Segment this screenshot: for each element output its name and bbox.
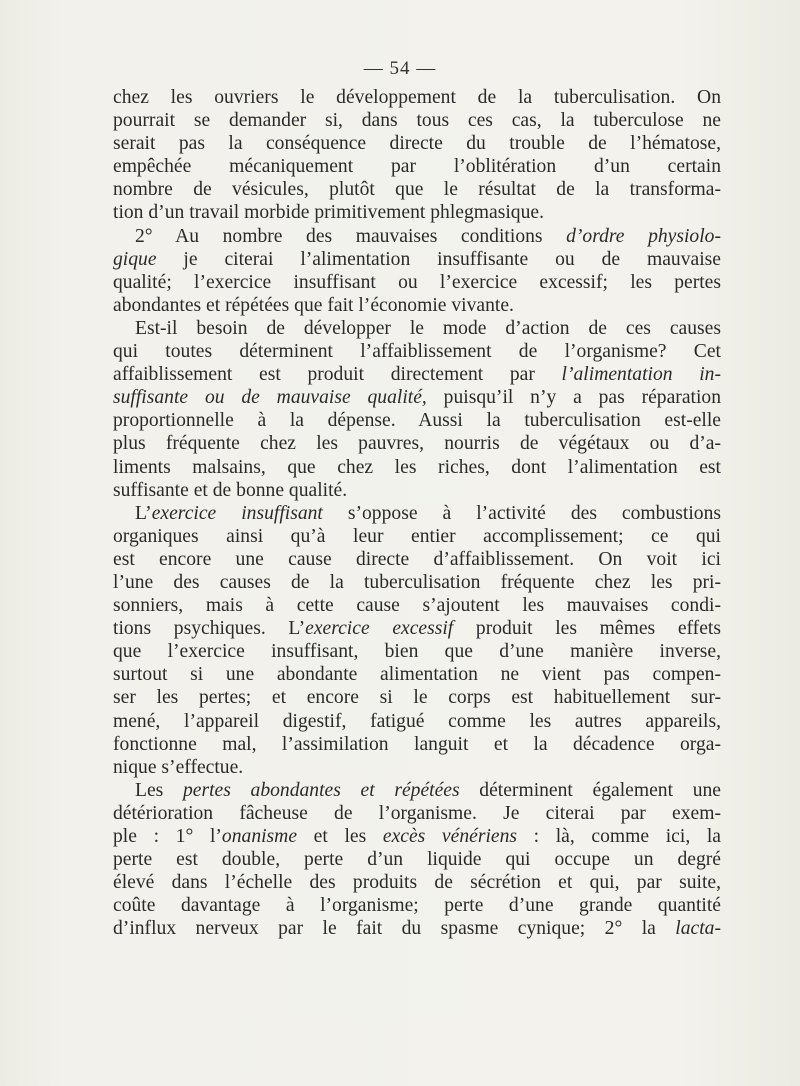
text-line: [113, 132, 721, 155]
text-line: [113, 686, 721, 709]
text-line: [113, 917, 721, 940]
text-segment: ser les pertes; et encore si le corps est habituellement sur-: [113, 687, 721, 709]
text-segment: que l’exercice insuffisant, bien que d’une manière inverse,: [113, 641, 721, 663]
text-line: [113, 155, 721, 178]
text-segment: nique s’effectue.: [113, 756, 244, 778]
text-segment: je citerai l’alimentation insuffisante ou de mauvaise: [156, 248, 721, 270]
text-line: [113, 894, 721, 917]
italic-text-segment: l’alimentation in-: [561, 364, 721, 386]
text-segment: Est-il besoin de développer le mode d’action de ces causes: [135, 317, 721, 339]
italic-text-segment: gique: [113, 248, 157, 270]
text-segment: produit les mêmes effets: [453, 618, 721, 640]
text-segment: s’oppose à l’activité des combustions: [322, 502, 721, 524]
text-segment: et les: [297, 826, 383, 847]
text-segment: tions psychiques. L’: [113, 618, 306, 640]
text-line: [113, 571, 721, 594]
italic-text-segment: onanisme: [221, 826, 298, 847]
text-segment: d’influx nerveux par le fait du spasme cynique; 2° la: [113, 918, 676, 940]
text-segment: coûte davantage à l’organisme; perte d’une grande quantité: [113, 895, 721, 917]
body-text: [113, 86, 721, 940]
text-segment: déterminent également une: [459, 779, 722, 801]
text-segment: élevé dans l’échelle des produits de sécrétion et qui, par suite,: [113, 872, 721, 894]
text-segment: ple : 1° l’: [113, 826, 222, 847]
text-line: [113, 663, 721, 686]
text-line: [113, 548, 721, 571]
text-segment: tion d’un travail morbide primitivement phlegmasique.: [113, 202, 544, 224]
italic-text-segment: suffisante ou de mauvaise qualité,: [113, 387, 427, 409]
text-segment: est encore une cause directe d’affaiblissement. On voit ici: [113, 548, 721, 570]
text-segment: organiques ainsi qu’à leur entier accomplissement; ce qui: [113, 525, 721, 547]
text-segment: détérioration fâcheuse de l’organisme. Je citerai par exem-: [113, 802, 721, 824]
text-segment: : là, comme ici, la: [517, 826, 722, 847]
text-segment: fonctionne mal, l’assimilation languit et la décadence orga-: [113, 733, 721, 755]
text-segment: qui toutes déterminent l’affaiblissement de l’organisme? Cet: [113, 341, 721, 363]
text-line: [113, 617, 721, 640]
text-segment: 2° Au nombre des mauvaises conditions: [135, 225, 567, 247]
text-line: [113, 733, 721, 756]
text-segment: suffisante et de bonne qualité.: [113, 479, 348, 501]
text-line: [113, 363, 721, 386]
text-segment: abondantes et répétées que fait l’économie vivante.: [113, 294, 514, 316]
text-segment: Les: [135, 779, 183, 801]
text-line: [113, 225, 721, 248]
text-segment: proportionnelle à la dépense. Aussi la tuberculisation est-elle: [113, 410, 721, 432]
italic-text-segment: excès vénériens: [382, 826, 518, 847]
text-segment: l’une des causes de la tuberculisation fréquente chez les pri-: [113, 571, 721, 593]
italic-text-segment: lacta-: [675, 918, 721, 940]
text-line: [113, 825, 721, 848]
text-line: [113, 432, 721, 455]
text-line: [113, 871, 721, 894]
text-line: [113, 456, 721, 479]
text-line: [113, 294, 721, 317]
text-line: [113, 479, 721, 502]
text-segment: nombre de vésicules, plutôt que le résultat de la transforma-: [113, 179, 721, 201]
text-line: [113, 178, 721, 201]
text-segment: pourrait se demander si, dans tous ces cas, la tuberculose ne: [113, 110, 721, 132]
text-segment: empêchée mécaniquement par l’oblitération d’un certain: [113, 156, 721, 178]
text-segment: puisqu’il n’y a pas réparation: [426, 387, 722, 409]
italic-text-segment: d’ordre physiolo-: [566, 225, 721, 247]
text-line: [113, 848, 721, 871]
text-segment: liments malsains, que chez les riches, dont l’alimentation est: [113, 456, 721, 478]
text-line: [113, 756, 721, 779]
text-line: [113, 779, 721, 802]
text-line: [113, 802, 721, 825]
italic-text-segment: pertes abondantes et répétées: [182, 779, 460, 801]
page-number: — 54 —: [363, 58, 437, 79]
text-line: [113, 109, 721, 132]
text-line: [113, 409, 721, 432]
text-segment: qualité; l’exercice insuffisant ou l’exercice excessif; les pertes: [113, 271, 721, 293]
text-segment: affaiblissement est produit directement par: [113, 364, 562, 386]
text-segment: chez les ouvriers le développement de la tuberculisation. On: [113, 87, 721, 108]
text-segment: sonniers, mais à cette cause s’ajoutent les mauvaises condi-: [113, 595, 721, 617]
text-segment: surtout si une abondante alimentation ne vient pas compen-: [113, 664, 721, 686]
text-line: [113, 594, 721, 617]
text-line: [113, 640, 721, 663]
text-segment: plus fréquente chez les pauvres, nourris de végétaux ou d’a-: [113, 433, 721, 455]
text-line: [113, 248, 721, 271]
text-segment: perte est double, perte d’un liquide qui occupe un degré: [113, 849, 721, 871]
text-line: [113, 340, 721, 363]
text-segment: serait pas la conséquence directe du trouble de l’hématose,: [113, 133, 721, 155]
text-line: [113, 317, 721, 340]
text-line: [113, 271, 721, 294]
text-segment: L’: [135, 502, 152, 524]
text-line: [113, 86, 721, 109]
text-line: [113, 386, 721, 409]
text-line: [113, 502, 721, 525]
italic-text-segment: exercice insuffisant: [151, 502, 323, 524]
text-line: [113, 525, 721, 548]
text-line: [113, 710, 721, 733]
text-segment: mené, l’appareil digestif, fatigué comme les autres appareils,: [113, 710, 721, 732]
text-line: [113, 201, 721, 224]
italic-text-segment: exercice excessif: [305, 618, 454, 640]
